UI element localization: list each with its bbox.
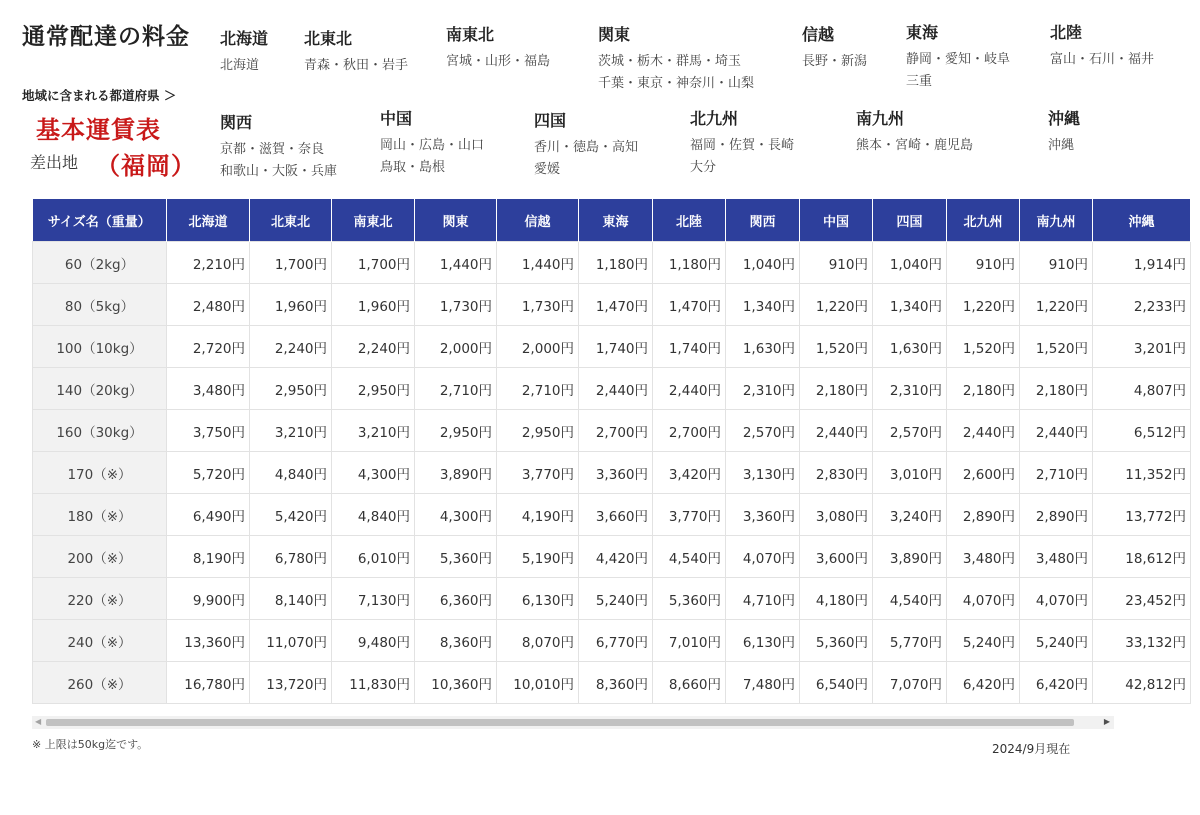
- price-cell: 2,240円: [250, 326, 332, 368]
- region-name: 南東北: [446, 25, 495, 44]
- price-cell: 2,240円: [332, 326, 415, 368]
- price-cell: 2,720円: [167, 326, 250, 368]
- column-header-region: 四国: [873, 199, 947, 242]
- column-header-region: 中国: [800, 199, 873, 242]
- price-cell: 4,070円: [726, 536, 800, 578]
- price-cell: 2,440円: [947, 410, 1020, 452]
- table-row: [33, 662, 1191, 704]
- scrollbar-thumb[interactable]: [46, 719, 1074, 726]
- region-prefectures: 茨城・栃木・群馬・埼玉 千葉・東京・神奈川・山梨: [598, 54, 755, 91]
- price-cell: 3,360円: [726, 494, 800, 536]
- price-cell: 18,612円: [1093, 536, 1191, 578]
- price-cell: 6,420円: [947, 662, 1020, 704]
- price-cell: 8,140円: [250, 578, 332, 620]
- size-cell: 200（※）: [33, 536, 167, 578]
- horizontal-scrollbar[interactable]: [32, 716, 1114, 729]
- price-cell: 6,490円: [167, 494, 250, 536]
- price-cell: 1,220円: [1020, 284, 1093, 326]
- price-cell: 5,720円: [167, 452, 250, 494]
- column-header-region: 北東北: [250, 199, 332, 242]
- region-okinawa: [1048, 106, 1080, 157]
- region-kansai: [220, 110, 337, 183]
- column-header-region: 南東北: [332, 199, 415, 242]
- region-name: 中国: [380, 109, 413, 128]
- price-cell: 1,630円: [873, 326, 947, 368]
- price-cell: 1,700円: [332, 242, 415, 284]
- price-cell: 1,040円: [726, 242, 800, 284]
- price-cell: 1,730円: [415, 284, 497, 326]
- price-cell: 1,440円: [415, 242, 497, 284]
- price-cell: 2,180円: [947, 368, 1020, 410]
- price-cell: 1,520円: [947, 326, 1020, 368]
- price-cell: 4,300円: [415, 494, 497, 536]
- regions-link[interactable]: 地域に含まれる都道府県 ＞: [22, 88, 177, 103]
- price-cell: 2,310円: [726, 368, 800, 410]
- origin-city: （福岡）: [96, 152, 196, 180]
- price-cell: 3,770円: [653, 494, 726, 536]
- price-cell: 1,180円: [653, 242, 726, 284]
- region-prefectures: 福岡・佐賀・長崎 大分: [690, 138, 795, 175]
- price-cell: 2,570円: [726, 410, 800, 452]
- price-cell: 5,240円: [579, 578, 653, 620]
- table-row: [33, 410, 1191, 452]
- region-shikoku: [534, 108, 638, 181]
- origin-label: 差出地: [30, 153, 79, 172]
- column-header-region: 沖縄: [1093, 199, 1191, 242]
- region-name: 北陸: [1050, 23, 1083, 42]
- table-row: [33, 452, 1191, 494]
- price-cell: 3,600円: [800, 536, 873, 578]
- price-cell: 2,440円: [579, 368, 653, 410]
- size-cell: 180（※）: [33, 494, 167, 536]
- price-cell: 3,480円: [167, 368, 250, 410]
- price-cell: 2,890円: [1020, 494, 1093, 536]
- size-cell: 160（30kg）: [33, 410, 167, 452]
- price-cell: 5,420円: [250, 494, 332, 536]
- price-cell: 11,352円: [1093, 452, 1191, 494]
- price-cell: 910円: [947, 242, 1020, 284]
- size-cell: 100（10kg）: [33, 326, 167, 368]
- price-cell: 3,750円: [167, 410, 250, 452]
- price-cell: 8,660円: [653, 662, 726, 704]
- price-cell: 4,710円: [726, 578, 800, 620]
- price-cell: 2,600円: [947, 452, 1020, 494]
- price-cell: 9,480円: [332, 620, 415, 662]
- price-cell: 6,010円: [332, 536, 415, 578]
- price-cell: 2,710円: [497, 368, 579, 410]
- region-name: 北東北: [304, 29, 353, 48]
- size-cell: 170（※）: [33, 452, 167, 494]
- price-cell: 5,240円: [1020, 620, 1093, 662]
- price-cell: 3,360円: [579, 452, 653, 494]
- table-row: [33, 494, 1191, 536]
- table-header-row: [33, 199, 1191, 242]
- price-cell: 1,040円: [873, 242, 947, 284]
- price-cell: 7,480円: [726, 662, 800, 704]
- price-cell: 1,960円: [250, 284, 332, 326]
- region-name: 北海道: [220, 29, 269, 48]
- price-cell: 1,740円: [579, 326, 653, 368]
- price-cell: 16,780円: [167, 662, 250, 704]
- price-cell: 4,180円: [800, 578, 873, 620]
- price-cell: 1,730円: [497, 284, 579, 326]
- price-cell: 33,132円: [1093, 620, 1191, 662]
- column-header-region: 北九州: [947, 199, 1020, 242]
- size-cell: 240（※）: [33, 620, 167, 662]
- price-cell: 2,950円: [332, 368, 415, 410]
- price-cell: 3,201円: [1093, 326, 1191, 368]
- region-prefectures: 香川・徳島・高知 愛媛: [534, 140, 639, 177]
- table-row: [33, 578, 1191, 620]
- weight-limit-note: ※ 上限は50kg迄です。: [32, 738, 149, 751]
- region-name: 沖縄: [1048, 109, 1081, 128]
- region-chugoku: [380, 106, 484, 179]
- price-cell: 7,130円: [332, 578, 415, 620]
- price-cell: 2,233円: [1093, 284, 1191, 326]
- price-cell: 1,740円: [653, 326, 726, 368]
- scroll-left-arrow-icon[interactable]: ◀: [35, 717, 42, 726]
- region-name: 関東: [598, 25, 631, 44]
- price-cell: 4,540円: [873, 578, 947, 620]
- price-cell: 6,770円: [579, 620, 653, 662]
- price-cell: 6,780円: [250, 536, 332, 578]
- region-name: 関西: [220, 113, 253, 132]
- price-cell: 3,660円: [579, 494, 653, 536]
- price-cell: 1,470円: [653, 284, 726, 326]
- scroll-right-arrow-icon[interactable]: ▶: [1103, 717, 1110, 726]
- column-header-region: 南九州: [1020, 199, 1093, 242]
- price-cell: 2,890円: [947, 494, 1020, 536]
- size-cell: 260（※）: [33, 662, 167, 704]
- price-cell: 10,010円: [497, 662, 579, 704]
- region-prefectures: 沖縄: [1048, 138, 1075, 153]
- price-cell: 42,812円: [1093, 662, 1191, 704]
- price-cell: 5,240円: [947, 620, 1020, 662]
- price-cell: 5,360円: [653, 578, 726, 620]
- region-name: 東海: [906, 23, 939, 42]
- price-cell: 3,890円: [415, 452, 497, 494]
- region-prefectures: 北海道: [220, 58, 260, 73]
- price-cell: 2,480円: [167, 284, 250, 326]
- price-cell: 2,950円: [250, 368, 332, 410]
- price-cell: 13,772円: [1093, 494, 1191, 536]
- price-cell: 910円: [1020, 242, 1093, 284]
- column-header-region: 東海: [579, 199, 653, 242]
- price-cell: 4,420円: [579, 536, 653, 578]
- size-cell: 220（※）: [33, 578, 167, 620]
- price-cell: 8,070円: [497, 620, 579, 662]
- price-cell: 6,130円: [497, 578, 579, 620]
- price-cell: 1,180円: [579, 242, 653, 284]
- price-cell: 3,210円: [250, 410, 332, 452]
- price-cell: 5,770円: [873, 620, 947, 662]
- region-prefectures: 青森・秋田・岩手: [304, 58, 409, 73]
- price-cell: 3,210円: [332, 410, 415, 452]
- price-cell: 6,360円: [415, 578, 497, 620]
- price-cell: 3,770円: [497, 452, 579, 494]
- price-cell: 2,440円: [1020, 410, 1093, 452]
- price-cell: 1,960円: [332, 284, 415, 326]
- region-name: 四国: [534, 111, 567, 130]
- as-of-date: 2024/9月現在: [992, 742, 1071, 756]
- price-cell: 13,360円: [167, 620, 250, 662]
- region-hokkaido: [220, 26, 268, 77]
- price-cell: 2,440円: [800, 410, 873, 452]
- column-header-size: サイズ名（重量）: [33, 199, 167, 242]
- region-prefectures: 長野・新潟: [802, 54, 868, 69]
- table-row: [33, 242, 1191, 284]
- table-row: [33, 536, 1191, 578]
- column-header-region: 信越: [497, 199, 579, 242]
- price-cell: 13,720円: [250, 662, 332, 704]
- page-title: 通常配達の料金: [22, 24, 190, 50]
- price-cell: 2,700円: [579, 410, 653, 452]
- price-cell: 8,190円: [167, 536, 250, 578]
- price-cell: 3,130円: [726, 452, 800, 494]
- price-cell: 6,130円: [726, 620, 800, 662]
- rate-table-scroll-area[interactable]: [32, 199, 1186, 716]
- price-cell: 1,470円: [579, 284, 653, 326]
- price-cell: 1,220円: [947, 284, 1020, 326]
- price-cell: 3,480円: [947, 536, 1020, 578]
- size-cell: 80（5kg）: [33, 284, 167, 326]
- price-cell: 5,360円: [800, 620, 873, 662]
- price-cell: 1,220円: [800, 284, 873, 326]
- price-cell: 1,520円: [800, 326, 873, 368]
- rate-table: [32, 199, 1191, 704]
- price-cell: 1,440円: [497, 242, 579, 284]
- region-tokai: [906, 20, 1010, 93]
- price-cell: 910円: [800, 242, 873, 284]
- price-cell: 1,340円: [726, 284, 800, 326]
- region-kita-kyushu: [690, 106, 794, 179]
- price-cell: 3,240円: [873, 494, 947, 536]
- price-cell: 6,512円: [1093, 410, 1191, 452]
- price-cell: 2,950円: [497, 410, 579, 452]
- price-cell: 5,360円: [415, 536, 497, 578]
- column-header-region: 関西: [726, 199, 800, 242]
- price-cell: 23,452円: [1093, 578, 1191, 620]
- price-cell: 6,540円: [800, 662, 873, 704]
- price-cell: 2,310円: [873, 368, 947, 410]
- price-cell: 7,070円: [873, 662, 947, 704]
- price-cell: 6,420円: [1020, 662, 1093, 704]
- price-cell: 2,000円: [497, 326, 579, 368]
- price-cell: 11,830円: [332, 662, 415, 704]
- region-prefectures: 熊本・宮崎・鹿児島: [856, 138, 974, 153]
- price-cell: 2,000円: [415, 326, 497, 368]
- price-cell: 2,180円: [800, 368, 873, 410]
- column-header-region: 関東: [415, 199, 497, 242]
- price-cell: 2,570円: [873, 410, 947, 452]
- table-row: [33, 620, 1191, 662]
- price-cell: 4,300円: [332, 452, 415, 494]
- price-cell: 2,440円: [653, 368, 726, 410]
- price-cell: 4,190円: [497, 494, 579, 536]
- region-prefectures: 岡山・広島・山口 鳥取・島根: [380, 138, 485, 175]
- region-shinetsu: [802, 22, 867, 73]
- price-cell: 7,010円: [653, 620, 726, 662]
- region-hokuriku: [1050, 20, 1154, 71]
- price-cell: 2,210円: [167, 242, 250, 284]
- price-cell: 2,710円: [1020, 452, 1093, 494]
- price-cell: 4,070円: [947, 578, 1020, 620]
- region-prefectures: 京都・滋賀・奈良 和歌山・大阪・兵庫: [220, 142, 338, 179]
- price-cell: 2,830円: [800, 452, 873, 494]
- price-cell: 1,630円: [726, 326, 800, 368]
- price-cell: 2,180円: [1020, 368, 1093, 410]
- price-cell: 8,360円: [415, 620, 497, 662]
- price-cell: 4,840円: [332, 494, 415, 536]
- price-cell: 3,080円: [800, 494, 873, 536]
- table-row: [33, 284, 1191, 326]
- table-row: [33, 326, 1191, 368]
- price-cell: 2,710円: [415, 368, 497, 410]
- rate-table-title: 基本運賃表: [36, 116, 161, 144]
- region-name: 北九州: [690, 109, 739, 128]
- price-cell: 4,840円: [250, 452, 332, 494]
- price-cell: 2,700円: [653, 410, 726, 452]
- price-cell: 1,520円: [1020, 326, 1093, 368]
- price-cell: 3,010円: [873, 452, 947, 494]
- price-cell: 3,480円: [1020, 536, 1093, 578]
- size-cell: 60（2kg）: [33, 242, 167, 284]
- price-cell: 10,360円: [415, 662, 497, 704]
- price-cell: 3,890円: [873, 536, 947, 578]
- size-cell: 140（20kg）: [33, 368, 167, 410]
- price-cell: 4,540円: [653, 536, 726, 578]
- price-cell: 9,900円: [167, 578, 250, 620]
- region-minami-tohoku: [446, 22, 550, 73]
- price-cell: 4,807円: [1093, 368, 1191, 410]
- region-prefectures: 宮城・山形・福島: [446, 54, 551, 69]
- region-minami-kyushu: [856, 106, 973, 157]
- table-row: [33, 368, 1191, 410]
- region-kita-tohoku: [304, 26, 408, 77]
- price-cell: 1,700円: [250, 242, 332, 284]
- column-header-region: 北陸: [653, 199, 726, 242]
- price-cell: 1,914円: [1093, 242, 1191, 284]
- region-name: 南九州: [856, 109, 905, 128]
- price-cell: 8,360円: [579, 662, 653, 704]
- region-name: 信越: [802, 25, 835, 44]
- price-cell: 1,340円: [873, 284, 947, 326]
- region-kanto: [598, 22, 754, 95]
- region-prefectures: 静岡・愛知・岐阜 三重: [906, 52, 1011, 89]
- column-header-region: 北海道: [167, 199, 250, 242]
- price-cell: 4,070円: [1020, 578, 1093, 620]
- price-cell: 11,070円: [250, 620, 332, 662]
- price-cell: 5,190円: [497, 536, 579, 578]
- price-cell: 3,420円: [653, 452, 726, 494]
- region-prefectures: 富山・石川・福井: [1050, 52, 1155, 67]
- price-cell: 2,950円: [415, 410, 497, 452]
